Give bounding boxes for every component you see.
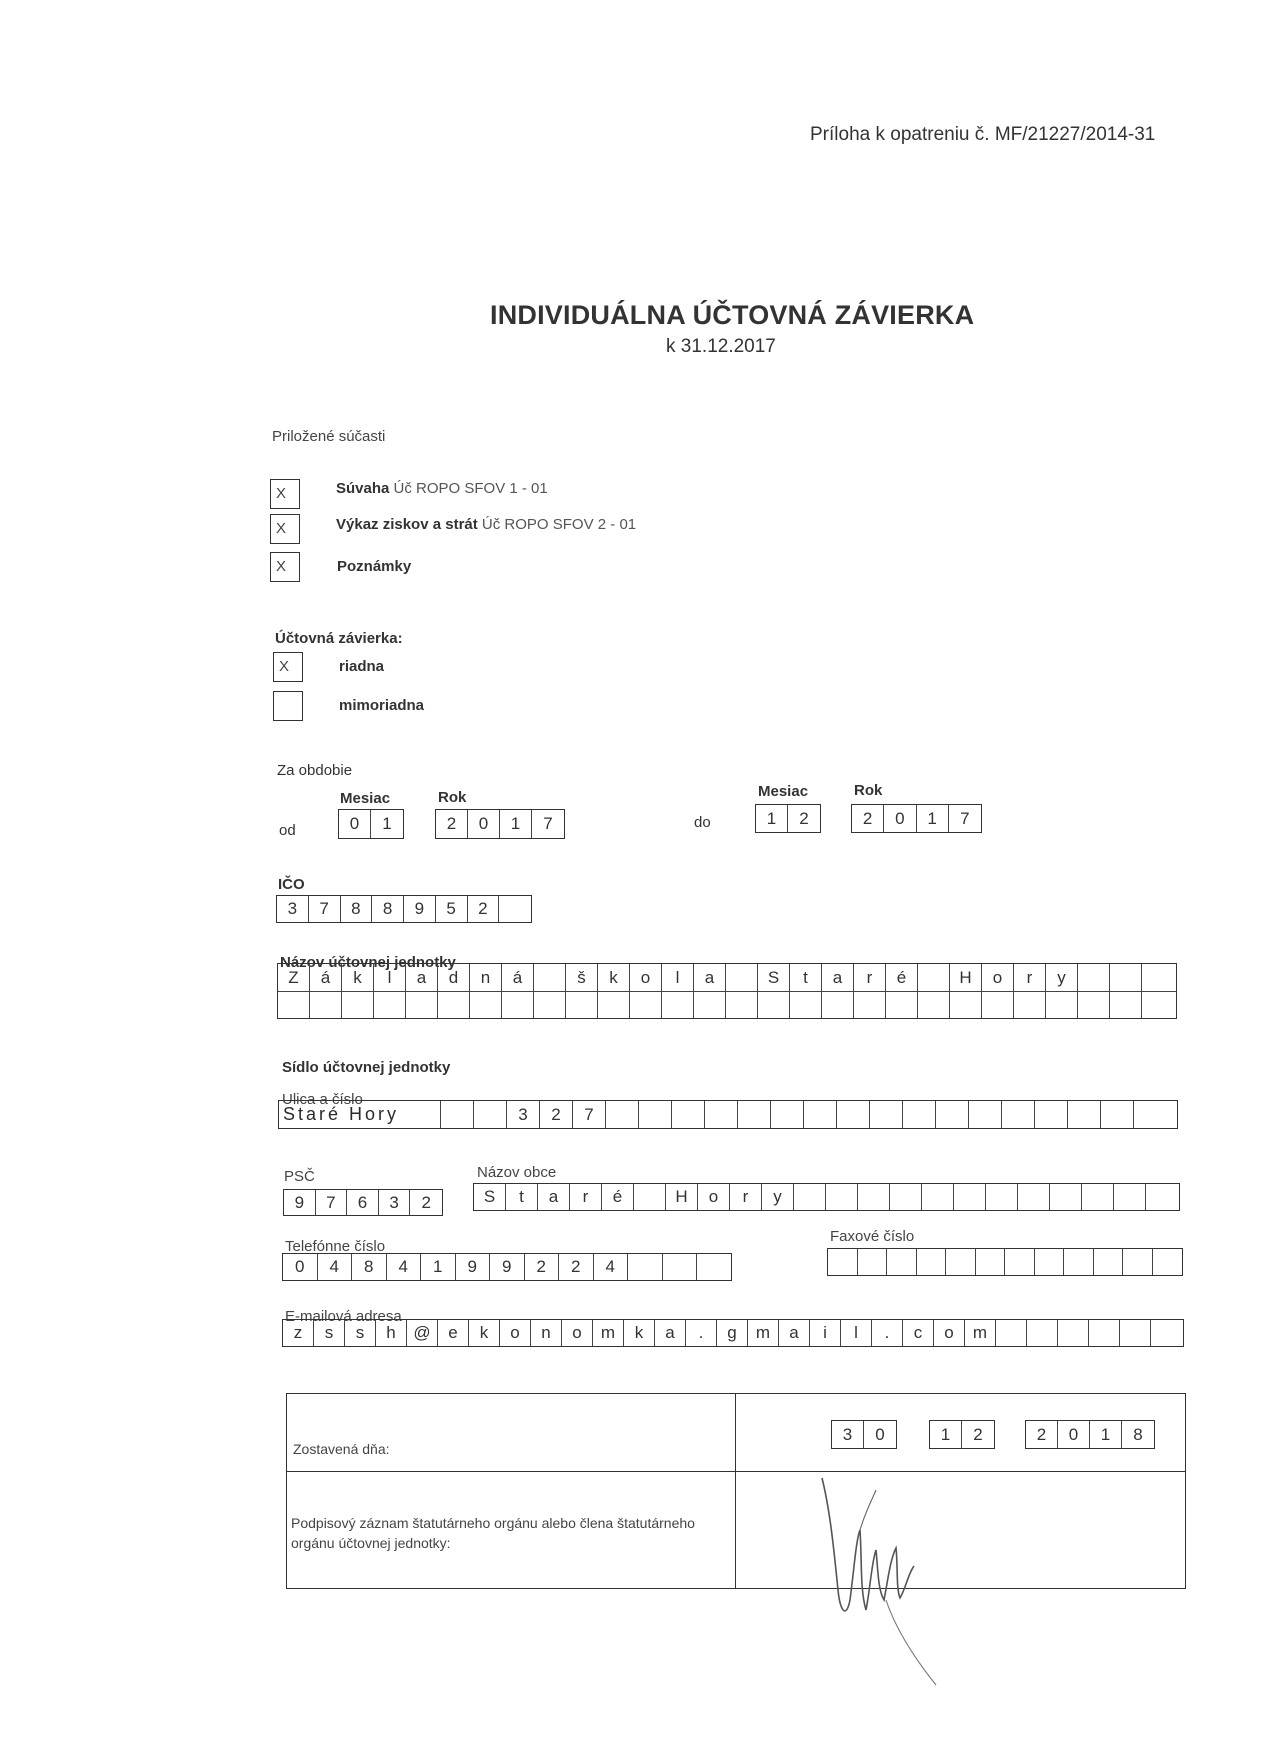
char-cell	[374, 992, 406, 1018]
char-cell: k	[469, 1320, 500, 1346]
checkbox-notes[interactable]: X	[270, 552, 300, 582]
char-cell: 0	[283, 1254, 318, 1280]
email-field[interactable]	[282, 1319, 1184, 1347]
digit-cell: 8	[1133, 1424, 1143, 1444]
from-year-label: Rok	[438, 789, 467, 806]
to-month-field[interactable]	[755, 804, 821, 833]
attachments-heading: Priložené súčasti	[272, 428, 386, 445]
checkbox-balance-sheet[interactable]: X	[270, 479, 300, 509]
char-cell	[794, 1184, 826, 1210]
char-cell	[662, 992, 694, 1018]
to-month-label: Mesiac	[758, 783, 809, 800]
char-cell	[1018, 1184, 1050, 1210]
char-cell	[406, 992, 438, 1018]
char-cell: S	[474, 1184, 506, 1210]
char-cell: 4	[594, 1254, 629, 1280]
char-cell	[278, 992, 310, 1018]
digit-cell: 0	[1058, 1421, 1090, 1448]
char-cell: t	[506, 1184, 538, 1210]
to-year-field[interactable]	[851, 804, 982, 833]
char-cell	[1153, 1249, 1183, 1275]
char-cell	[986, 1184, 1018, 1210]
char-cell	[837, 1101, 870, 1128]
seat-heading: Sídlo účtovnej jednotky	[282, 1059, 451, 1076]
digit-cell: 8	[341, 896, 373, 922]
entity-name-row-1	[278, 964, 1176, 992]
attachment-code: Úč ROPO SFOV 2 - 01	[481, 516, 637, 533]
handwritten-signature	[816, 1470, 966, 1700]
char-cell: 8	[352, 1254, 387, 1280]
char-cell	[950, 992, 982, 1018]
attachment-income-statement	[336, 516, 636, 533]
signature-label: Podpisový záznam štatutárneho orgánu alebo člena štatutárneho orgánu účtovnej jednotky:	[291, 1515, 695, 1551]
attachment-balance-sheet	[336, 480, 548, 497]
digit-cell: 6	[347, 1190, 379, 1215]
ico-label: IČO	[278, 876, 305, 893]
attachment-notes	[337, 558, 411, 575]
char-cell: 4	[387, 1254, 422, 1280]
closing-type-heading: Účtovná závierka:	[275, 630, 403, 647]
char-cell	[936, 1101, 969, 1128]
digit-cell: 0	[875, 1424, 885, 1444]
char-cell: á	[502, 964, 534, 991]
char-cell	[566, 992, 598, 1018]
char-cell	[1014, 992, 1046, 1018]
digit-cell: 3	[277, 896, 309, 922]
digit-cell: 3	[832, 1421, 864, 1448]
digit-cell: 9	[284, 1190, 316, 1215]
city-field[interactable]	[473, 1183, 1180, 1211]
compiled-date-label: Zostavená dňa:	[293, 1441, 390, 1457]
char-cell: a	[822, 964, 854, 991]
char-cell	[887, 1249, 917, 1275]
char-cell	[502, 992, 534, 1018]
entity-name-label: Názov účtovnej jednotky	[280, 954, 456, 971]
char-cell	[310, 992, 342, 1018]
digit-cell	[499, 896, 531, 922]
char-cell: 4	[318, 1254, 353, 1280]
char-cell: r	[1014, 964, 1046, 991]
char-cell	[726, 964, 758, 991]
street-label: Ulica a číslo	[282, 1091, 363, 1108]
from-year-field[interactable]	[435, 809, 565, 839]
char-cell: r	[730, 1184, 762, 1210]
char-cell	[1046, 992, 1078, 1018]
checkbox-extraordinary[interactable]	[273, 691, 303, 721]
char-cell: h	[376, 1320, 407, 1346]
char-cell: m	[748, 1320, 779, 1346]
char-cell: 7	[573, 1101, 606, 1128]
compiled-month-field[interactable]	[929, 1420, 995, 1449]
char-cell: l	[841, 1320, 872, 1346]
digit-cell: 2	[799, 808, 809, 828]
char-cell	[828, 1249, 858, 1275]
char-cell	[634, 1184, 666, 1210]
char-cell	[890, 1184, 922, 1210]
compiled-day-field[interactable]	[831, 1420, 897, 1449]
char-cell	[790, 992, 822, 1018]
char-cell: .	[686, 1320, 717, 1346]
char-cell: á	[310, 964, 342, 991]
char-cell: k	[624, 1320, 655, 1346]
char-cell	[969, 1101, 1002, 1128]
digit-cell: 2	[468, 896, 500, 922]
char-cell	[946, 1249, 976, 1275]
to-label: do	[694, 814, 711, 831]
zip-field[interactable]	[283, 1189, 443, 1216]
attachment-label: Súvaha	[336, 480, 390, 497]
char-cell: a	[406, 964, 438, 991]
digit-cell: 5	[436, 896, 468, 922]
digit-cell: 0	[884, 805, 916, 832]
to-year-label: Rok	[854, 782, 883, 799]
digit-cell: 2	[852, 805, 884, 832]
char-cell: 2	[540, 1101, 573, 1128]
char-cell	[922, 1184, 954, 1210]
char-cell	[822, 992, 854, 1018]
char-cell: a	[655, 1320, 686, 1346]
char-cell: s	[345, 1320, 376, 1346]
char-cell: o	[562, 1320, 593, 1346]
char-cell	[663, 1254, 698, 1280]
char-cell	[954, 1184, 986, 1210]
digit-cell: 1	[500, 810, 532, 838]
char-cell	[804, 1101, 837, 1128]
char-cell: c	[903, 1320, 934, 1346]
digit-cell: 2	[973, 1424, 983, 1444]
char-cell	[1110, 992, 1142, 1018]
digit-cell: 1	[1090, 1421, 1122, 1448]
char-cell	[438, 992, 470, 1018]
char-cell: o	[698, 1184, 730, 1210]
char-cell: .	[872, 1320, 903, 1346]
char-cell: Z	[278, 964, 310, 991]
ico-field[interactable]	[276, 895, 532, 923]
char-cell: @	[407, 1320, 438, 1346]
from-month-label: Mesiac	[340, 790, 391, 807]
document-title: INDIVIDUÁLNA ÚČTOVNÁ ZÁVIERKA	[490, 300, 975, 330]
digit-cell: 7	[543, 814, 553, 833]
char-cell: 2	[525, 1254, 560, 1280]
char-cell	[342, 992, 374, 1018]
char-cell	[672, 1101, 705, 1128]
char-cell	[628, 1254, 663, 1280]
char-cell	[705, 1101, 738, 1128]
digit-cell: 0	[468, 810, 500, 838]
from-month-field[interactable]	[338, 809, 404, 839]
char-cell	[1142, 992, 1174, 1018]
checkbox-income-statement[interactable]: X	[270, 514, 300, 544]
char-cell: y	[762, 1184, 794, 1210]
char-cell: 9	[456, 1254, 491, 1280]
attachment-label: Poznámky	[337, 558, 412, 575]
compilation-table	[286, 1393, 1186, 1589]
char-cell	[1114, 1184, 1146, 1210]
char-cell: d	[438, 964, 470, 991]
char-cell	[474, 1101, 507, 1128]
street-field[interactable]	[278, 1100, 1178, 1129]
char-cell: H	[666, 1184, 698, 1210]
digit-cell: 0	[339, 810, 371, 838]
digit-cell: 7	[960, 808, 970, 828]
char-cell: a	[694, 964, 726, 991]
entity-name-row-2	[278, 992, 1176, 1018]
digit-cell: 1	[382, 814, 392, 833]
char-cell	[534, 992, 566, 1018]
char-cell: t	[790, 964, 822, 991]
from-label: od	[279, 822, 296, 839]
char-cell	[1058, 1320, 1089, 1346]
char-cell	[1082, 1184, 1114, 1210]
char-cell: H	[950, 964, 982, 991]
char-cell: z	[283, 1320, 314, 1346]
char-cell: 2	[559, 1254, 594, 1280]
char-cell	[771, 1101, 804, 1128]
char-cell: n	[531, 1320, 562, 1346]
char-cell	[1064, 1249, 1094, 1275]
street-text: Staré Hory	[279, 1101, 441, 1128]
char-cell	[1078, 992, 1110, 1018]
phone-field[interactable]	[282, 1253, 732, 1281]
street-number-cells	[441, 1101, 1177, 1128]
char-cell	[1027, 1320, 1058, 1346]
compiled-year-field[interactable]	[1025, 1420, 1155, 1449]
option-extraordinary-label: mimoriadna	[339, 697, 425, 714]
checkbox-regular[interactable]: X	[273, 652, 303, 682]
char-cell	[598, 992, 630, 1018]
digit-cell: 7	[309, 896, 341, 922]
char-cell	[534, 964, 566, 991]
char-cell: r	[854, 964, 886, 991]
digit-cell: 3	[379, 1190, 411, 1215]
char-cell	[996, 1320, 1027, 1346]
char-cell: s	[314, 1320, 345, 1346]
digit-cell: 2	[436, 810, 468, 838]
char-cell	[1035, 1249, 1065, 1275]
fax-field[interactable]	[827, 1248, 1183, 1276]
char-cell: S	[758, 964, 790, 991]
char-cell: 1	[421, 1254, 456, 1280]
char-cell	[1094, 1249, 1124, 1275]
char-cell	[917, 1249, 947, 1275]
char-cell	[1035, 1101, 1068, 1128]
period-heading: Za obdobie	[277, 762, 353, 779]
char-cell: é	[602, 1184, 634, 1210]
char-cell: e	[438, 1320, 469, 1346]
char-cell	[854, 992, 886, 1018]
digit-cell: 1	[756, 805, 788, 832]
char-cell	[918, 992, 950, 1018]
char-cell	[870, 1101, 903, 1128]
char-cell: o	[934, 1320, 965, 1346]
document-date: k 31.12.2017	[666, 336, 776, 357]
char-cell	[1101, 1101, 1134, 1128]
char-cell	[738, 1101, 771, 1128]
char-cell: é	[886, 964, 918, 991]
char-cell: a	[779, 1320, 810, 1346]
char-cell	[639, 1101, 672, 1128]
char-cell	[918, 964, 950, 991]
char-cell: n	[470, 964, 502, 991]
digit-cell: 7	[316, 1190, 348, 1215]
char-cell: 9	[490, 1254, 525, 1280]
char-cell: l	[374, 964, 406, 991]
char-cell	[1134, 1101, 1167, 1128]
table-divider-horizontal	[287, 1471, 1185, 1472]
char-cell	[1050, 1184, 1082, 1210]
char-cell	[982, 992, 1014, 1018]
char-cell	[858, 1249, 888, 1275]
char-cell: o	[982, 964, 1014, 991]
char-cell: m	[965, 1320, 996, 1346]
char-cell: a	[538, 1184, 570, 1210]
char-cell	[826, 1184, 858, 1210]
char-cell: š	[566, 964, 598, 991]
digit-cell: 1	[930, 1421, 962, 1448]
char-cell: r	[570, 1184, 602, 1210]
digit-cell: 2	[1026, 1421, 1058, 1448]
city-label: Názov obce	[477, 1164, 557, 1181]
char-cell	[470, 992, 502, 1018]
digit-cell: 2	[421, 1192, 431, 1212]
char-cell	[886, 992, 918, 1018]
char-cell	[1123, 1249, 1153, 1275]
fax-label: Faxové číslo	[830, 1228, 915, 1245]
phone-label: Telefónne číslo	[285, 1238, 386, 1255]
char-cell: k	[342, 964, 374, 991]
char-cell	[630, 992, 662, 1018]
char-cell	[903, 1101, 936, 1128]
char-cell: o	[500, 1320, 531, 1346]
char-cell: 3	[507, 1101, 540, 1128]
char-cell	[1151, 1320, 1182, 1346]
char-cell: y	[1046, 964, 1078, 991]
char-cell	[1110, 964, 1142, 991]
char-cell	[1068, 1101, 1101, 1128]
char-cell	[1005, 1249, 1035, 1275]
char-cell: g	[717, 1320, 748, 1346]
attachment-code: Úč ROPO SFOV 1 - 01	[393, 480, 548, 497]
char-cell: k	[598, 964, 630, 991]
digit-cell: 1	[917, 805, 949, 832]
char-cell: l	[662, 964, 694, 991]
char-cell	[1089, 1320, 1120, 1346]
zip-label: PSČ	[284, 1168, 315, 1185]
char-cell	[758, 992, 790, 1018]
char-cell	[441, 1101, 474, 1128]
char-cell: i	[810, 1320, 841, 1346]
char-cell	[976, 1249, 1006, 1275]
attachment-label: Výkaz ziskov a strát	[336, 516, 478, 533]
table-divider-vertical	[735, 1394, 736, 1588]
digit-cell: 8	[372, 896, 404, 922]
char-cell	[1146, 1184, 1178, 1210]
option-regular-label: riadna	[339, 658, 385, 675]
char-cell: m	[593, 1320, 624, 1346]
digit-cell: 9	[404, 896, 436, 922]
char-cell	[1002, 1101, 1035, 1128]
char-cell: o	[630, 964, 662, 991]
char-cell	[694, 992, 726, 1018]
char-cell	[606, 1101, 639, 1128]
char-cell	[1120, 1320, 1151, 1346]
char-cell	[726, 992, 758, 1018]
char-cell	[858, 1184, 890, 1210]
char-cell	[697, 1254, 732, 1280]
entity-name-field[interactable]	[277, 963, 1177, 1019]
email-label: E-mailová adresa	[285, 1308, 402, 1325]
char-cell	[1142, 964, 1174, 991]
char-cell	[1078, 964, 1110, 991]
annex-reference: Príloha k opatreniu č. MF/21227/2014-31	[810, 124, 1156, 145]
